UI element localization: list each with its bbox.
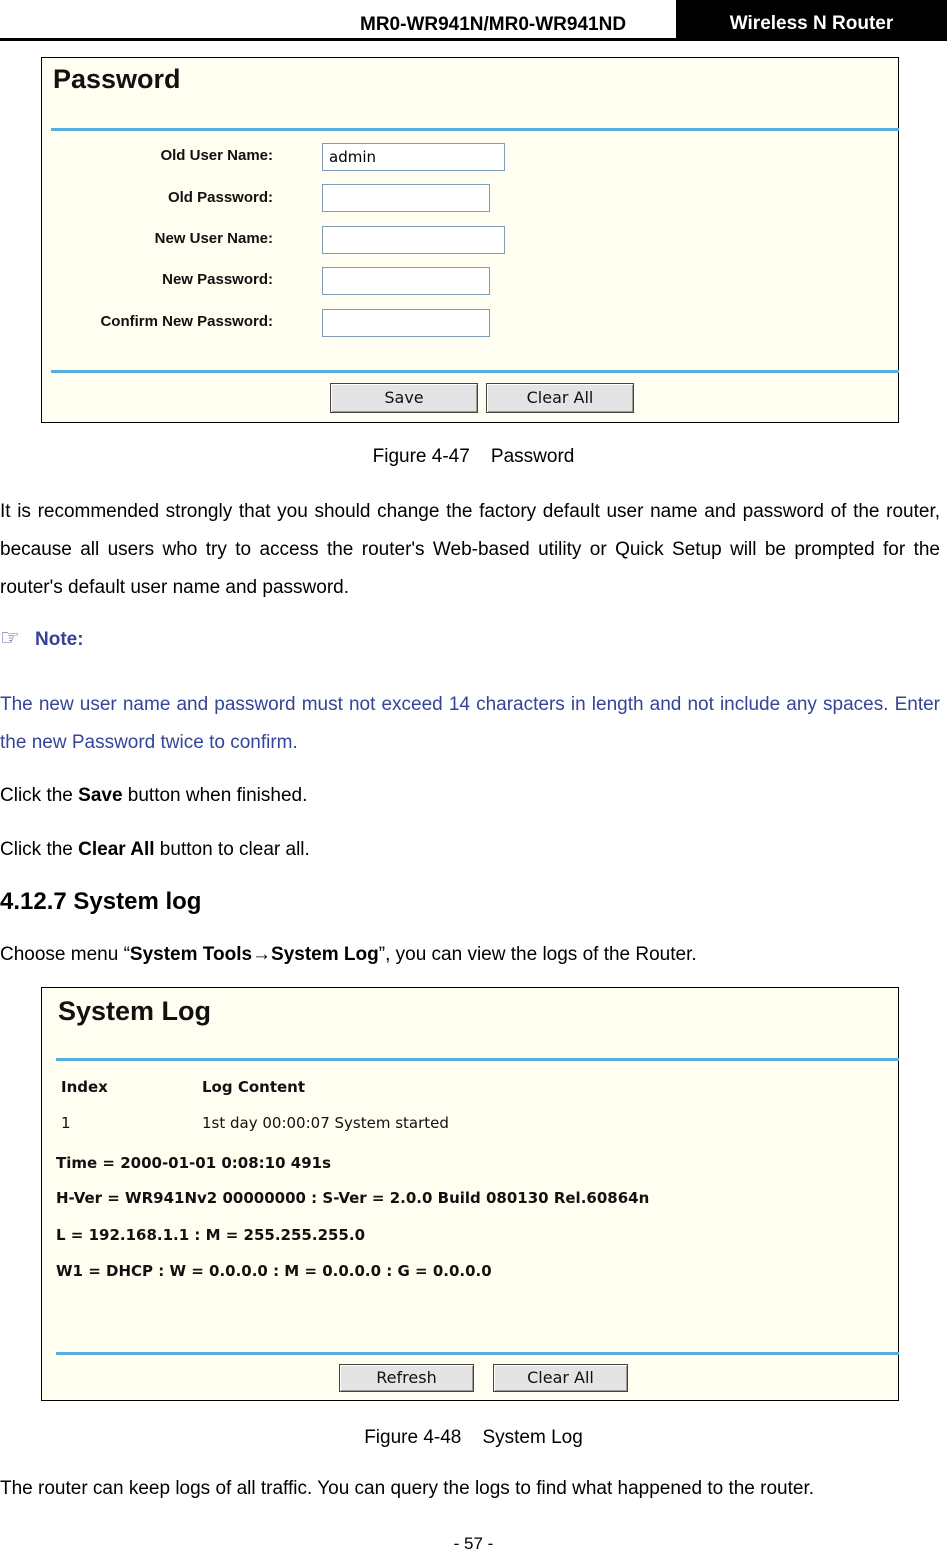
- click-clear-text: [0, 831, 940, 869]
- header-product: Wireless N Router: [676, 0, 947, 40]
- confirm-password-input[interactable]: [322, 309, 490, 337]
- old-user-name-label: Old User Name:: [160, 147, 273, 164]
- header-rule: [0, 38, 947, 41]
- log-info-version: H-Ver = WR941Nv2 00000000 : S-Ver = 2.0.0 Build 080130 Rel.60864n: [56, 1189, 650, 1207]
- system-log-title: System Log: [58, 996, 212, 1026]
- paragraph-logs: The router can keep logs of all traffic. You can query the logs to find what happened to the router.: [0, 1478, 815, 1499]
- section-number: 4.12.7: [0, 888, 67, 915]
- click-clear-suffix: button to clear all.: [154, 839, 310, 860]
- new-user-name-input[interactable]: [322, 226, 505, 254]
- index-column-header: Index: [61, 1078, 108, 1096]
- click-save-bold: Save: [78, 785, 123, 806]
- save-button[interactable]: Save: [330, 383, 478, 413]
- click-clear-prefix: Click the: [0, 839, 79, 860]
- log-info-time: Time = 2000-01-01 0:08:10 491s: [56, 1154, 332, 1172]
- log-divider-top: [56, 1058, 899, 1061]
- choose-menu-text: [0, 936, 940, 974]
- header-model: MR0-WR941N/MR0-WR941ND: [360, 14, 627, 35]
- log-info-lan: L = 192.168.1.1 : M = 255.255.255.0: [56, 1226, 366, 1244]
- password-panel: [41, 57, 899, 423]
- old-password-label: Old Password:: [167, 189, 273, 206]
- refresh-button[interactable]: Refresh: [339, 1364, 474, 1392]
- menu-arrow: →: [252, 944, 272, 965]
- menu-system-tools: System Tools: [129, 944, 253, 965]
- old-password-input[interactable]: [322, 184, 490, 212]
- page-number: - 57 -: [453, 1534, 494, 1553]
- click-clear-bold: Clear All: [78, 839, 155, 860]
- log-row-content: 1st day 00:00:07 System started: [202, 1114, 449, 1132]
- system-log-panel: [41, 987, 899, 1401]
- choose-prefix: Choose menu “: [0, 944, 130, 965]
- password-title: Password: [53, 64, 181, 94]
- paragraph-recommend: It is recommended strongly that you should change the factory default user name and password of the router, because all users who try to access the router's Web-based utility or Quick Setup will be prompted for the router's default user name and password.: [0, 501, 940, 598]
- note-label: Note:: [35, 629, 84, 650]
- click-save-text: [0, 777, 940, 815]
- figure-48-caption: Figure 4-48 System Log: [364, 1427, 583, 1448]
- divider-bottom: [51, 370, 899, 373]
- new-user-name-label: New User Name:: [154, 230, 273, 247]
- log-info-wan: W1 = DHCP : W = 0.0.0.0 : M = 0.0.0.0 : G = 0.0.0.0: [56, 1262, 492, 1280]
- menu-system-log: System Log: [271, 944, 379, 965]
- figure-47-caption: Figure 4-47 Password: [372, 446, 575, 467]
- new-password-input[interactable]: [322, 267, 490, 295]
- section-heading: [0, 888, 201, 916]
- confirm-password-label: Confirm New Password:: [100, 313, 273, 330]
- log-row-index: 1: [61, 1114, 71, 1132]
- divider-top: [51, 128, 899, 131]
- pointing-hand-icon: ☞: [0, 626, 20, 651]
- click-save-suffix: button when finished.: [122, 785, 308, 806]
- click-save-prefix: Click the: [0, 785, 79, 806]
- log-divider-bottom: [56, 1352, 899, 1355]
- log-clear-all-button[interactable]: Clear All: [493, 1364, 628, 1392]
- note-text: The new user name and password must not exceed 14 characters in length and not include any spaces. Enter the new Password twice to confirm.: [0, 694, 940, 753]
- clear-all-button[interactable]: Clear All: [486, 383, 634, 413]
- section-title: System log: [73, 888, 202, 915]
- note-heading: [0, 626, 84, 651]
- log-content-column-header: Log Content: [202, 1078, 306, 1096]
- new-password-label: New Password:: [162, 271, 273, 288]
- old-user-name-input[interactable]: [322, 143, 505, 171]
- choose-suffix: ”, you can view the logs of the Router.: [378, 944, 697, 965]
